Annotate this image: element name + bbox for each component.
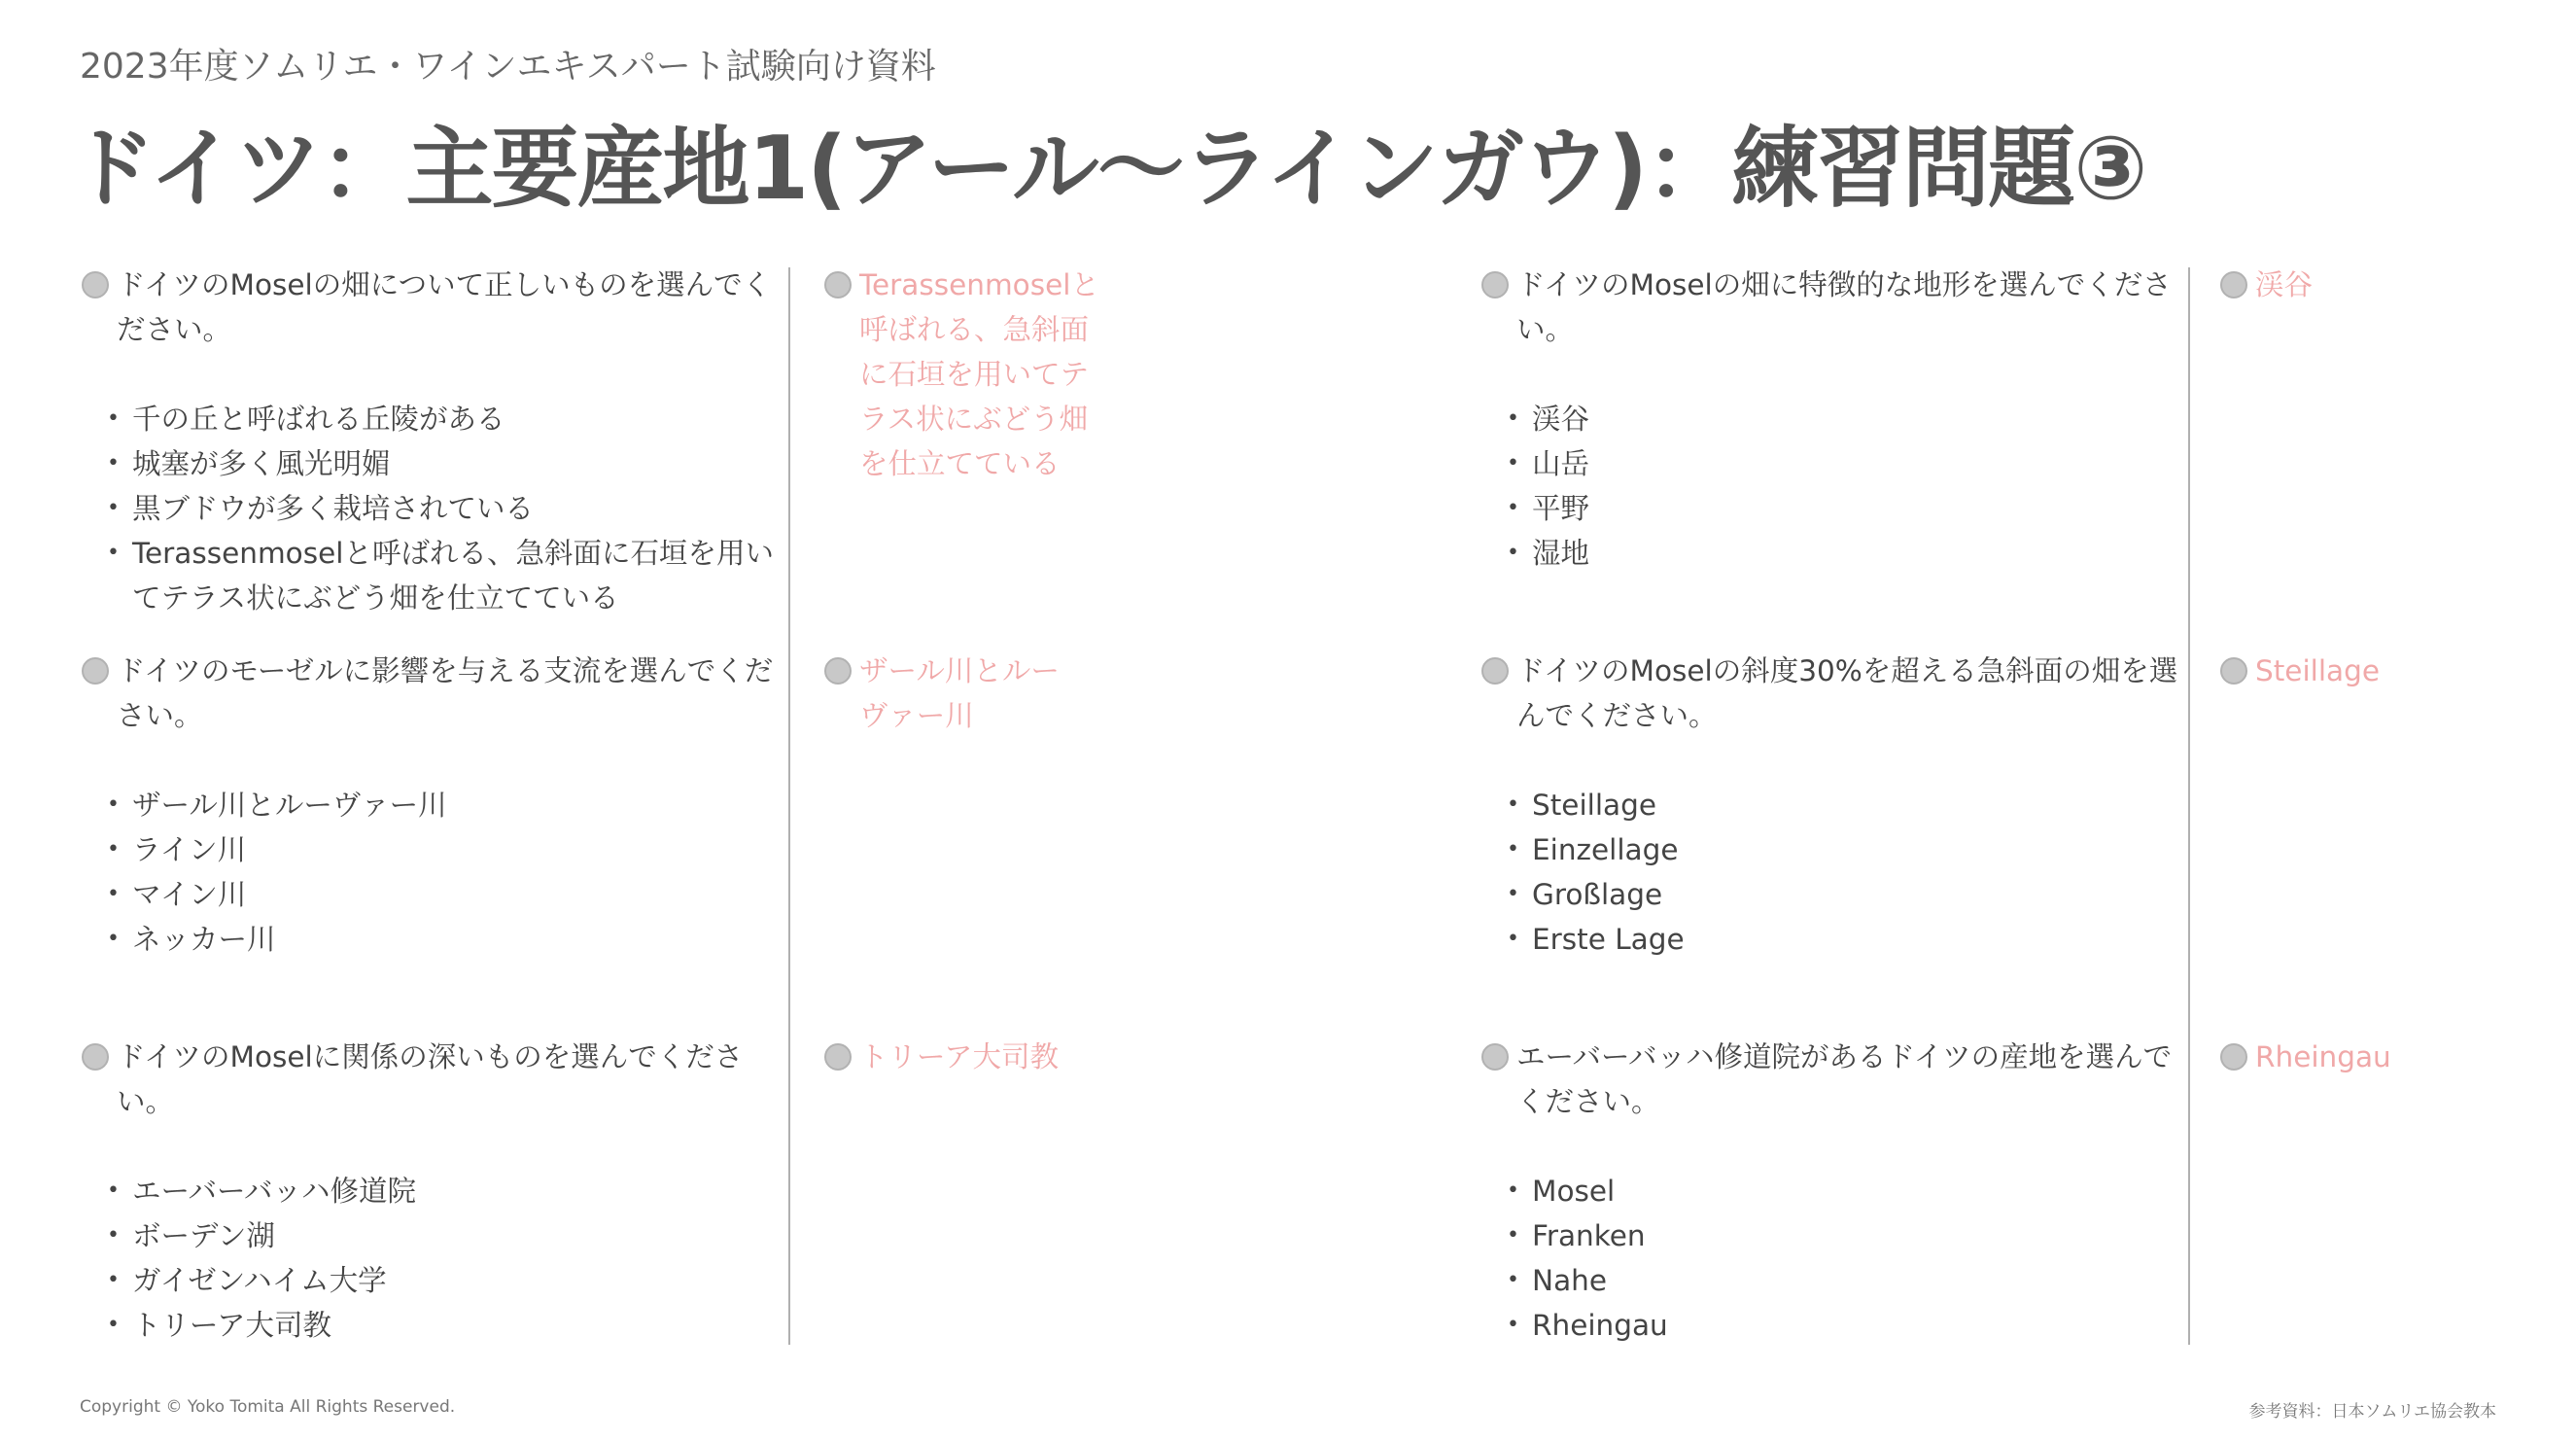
- answer-block-1: [822, 263, 1104, 486]
- question-text: ドイツのMoselの畑について正しいものを選んでください。: [117, 268, 772, 346]
- answer-block-3: [822, 1035, 1104, 1079]
- option-item: • エーバーバッハ修道院: [80, 1169, 799, 1213]
- bullet-circle-icon: [1481, 1043, 1509, 1071]
- answer-block-4: [2218, 263, 2510, 307]
- question-text: ドイツのMoselの畑に特徴的な地形を選んでください。: [1516, 268, 2172, 346]
- page-title: ドイツ：主要産地1(アール〜ラインガウ)：練習問題③: [68, 118, 2146, 220]
- option-item: • Terassenmoselと呼ばれる、急斜面に石垣を用いてテラス状にぶどう畑を仕立てている: [80, 531, 778, 620]
- answer-block-5: [2218, 649, 2510, 693]
- answer-block-6: [2218, 1035, 2510, 1079]
- answer-text: トリーア大司教: [859, 1040, 1060, 1073]
- option-item: • ガイゼンハイム大学: [80, 1258, 799, 1303]
- option-item: • Steillage: [1479, 783, 2181, 827]
- option-item: • Nahe: [1479, 1258, 2181, 1303]
- bullet-circle-icon: [1481, 657, 1509, 685]
- option-item: • 千の丘と呼ばれる丘陵がある: [80, 397, 778, 441]
- option-item: • Mosel: [1479, 1169, 2181, 1213]
- question-block-3: [80, 1035, 799, 1348]
- option-item: • Franken: [1479, 1213, 2181, 1258]
- bullet-circle-icon: [2220, 657, 2247, 685]
- answer-text: Terassenmoselと呼ばれる、急斜面に石垣を用いてテラス状にぶどう畑を仕立てている: [859, 268, 1099, 480]
- question-block-5: [1479, 649, 2181, 962]
- question-block-6: [1479, 1035, 2181, 1348]
- bullet-circle-icon: [82, 271, 109, 299]
- option-item: • 黒ブドウが多く栽培されている: [80, 486, 778, 531]
- bullet-circle-icon: [824, 1043, 852, 1071]
- bullet-circle-icon: [2220, 1043, 2247, 1071]
- bullet-circle-icon: [1481, 271, 1509, 299]
- answer-text: Steillage: [2255, 654, 2380, 687]
- option-item: • トリーア大司教: [80, 1303, 799, 1348]
- option-item: • 山岳: [1479, 441, 2181, 486]
- copyright-text: Copyright © Yoko Tomita All Rights Reserved.: [80, 1397, 456, 1417]
- option-item: • 渓谷: [1479, 397, 2181, 441]
- question-block-2: [80, 649, 778, 962]
- question-block-1: [80, 263, 778, 620]
- question-text: エーバーバッハ修道院があるドイツの産地を選んでください。: [1516, 1040, 2173, 1118]
- bullet-circle-icon: [824, 271, 852, 299]
- bullet-circle-icon: [824, 657, 852, 685]
- option-item: • Erste Lage: [1479, 917, 2181, 962]
- column-divider: [788, 267, 790, 1345]
- option-item: • ライン川: [80, 827, 778, 872]
- deck-subtitle: 2023年度ソムリエ・ワインエキスパート試験向け資料: [80, 47, 936, 87]
- reference-text: 参考資料：日本ソムリエ協会教本: [2248, 1402, 2496, 1422]
- question-text: ドイツのMoselに関係の深いものを選んでください。: [117, 1040, 744, 1118]
- answer-text: ザール川とルーヴァー川: [859, 654, 1060, 732]
- question-text: ドイツのMoselの斜度30%を超える急斜面の畑を選んでください。: [1516, 654, 2178, 732]
- bullet-circle-icon: [2220, 271, 2247, 299]
- column-divider: [2188, 267, 2190, 1345]
- option-item: • Einzellage: [1479, 827, 2181, 872]
- option-item: • ボーデン湖: [80, 1213, 799, 1258]
- option-item: • Rheingau: [1479, 1303, 2181, 1348]
- question-text: ドイツのモーゼルに影響を与える支流を選んでください。: [117, 654, 774, 732]
- answer-text: Rheingau: [2255, 1040, 2391, 1073]
- option-item: • 平野: [1479, 486, 2181, 531]
- option-item: • 湿地: [1479, 531, 2181, 576]
- bullet-circle-icon: [82, 1043, 109, 1071]
- option-item: • Großlage: [1479, 872, 2181, 917]
- answer-text: 渓谷: [2255, 268, 2314, 301]
- option-item: • ネッカー川: [80, 917, 778, 962]
- option-item: • 城塞が多く風光明媚: [80, 441, 778, 486]
- option-item: • マイン川: [80, 872, 778, 917]
- bullet-circle-icon: [82, 657, 109, 685]
- question-block-4: [1479, 263, 2181, 576]
- answer-block-2: [822, 649, 1075, 738]
- option-item: • ザール川とルーヴァー川: [80, 783, 778, 827]
